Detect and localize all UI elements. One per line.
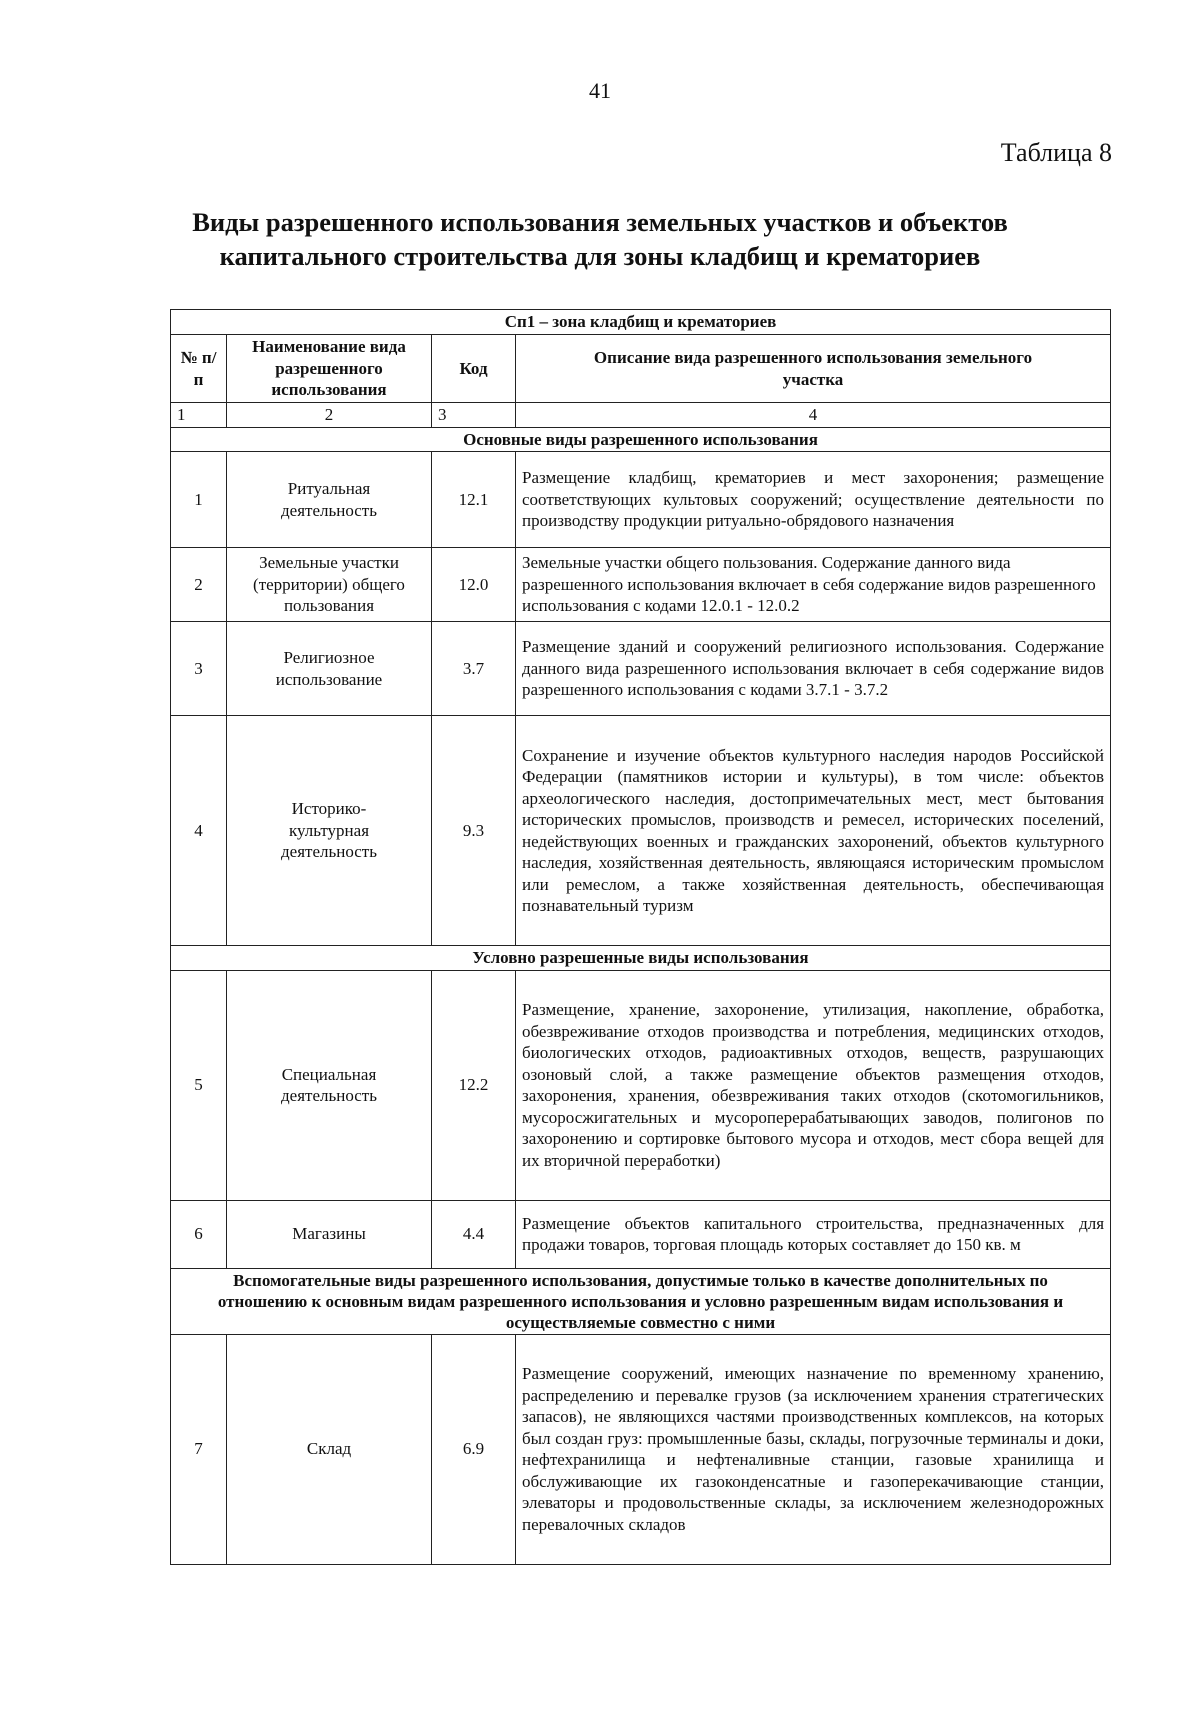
section-conditional: Условно разрешенные виды использования bbox=[171, 946, 1111, 971]
title-line-2: капитального строительства для зоны кладбищ и крематориев bbox=[219, 241, 981, 271]
document-title bbox=[120, 205, 1080, 273]
row-code: 6.9 bbox=[432, 1334, 516, 1564]
row-description: Размещение кладбищ, крематориев и мест захоронения; размещение соответствующих культовых сооружений; осуществление деятельности по производству продукции ритуально-обрядового назначения bbox=[516, 452, 1111, 548]
table-row bbox=[171, 452, 1111, 548]
table-row bbox=[171, 622, 1111, 716]
header-row bbox=[171, 335, 1111, 403]
header-num: № п/п bbox=[171, 335, 227, 403]
row-code: 12.1 bbox=[432, 452, 516, 548]
row-description: Размещение зданий и сооружений религиозного использования. Содержание данного вида разрешенного использования включает в себя содержание видов разрешенного использования с кодами 3.7.1 - 3.7.2 bbox=[516, 622, 1111, 716]
row-num: 1 bbox=[171, 452, 227, 548]
row-description: Размещение сооружений, имеющих назначение по временному хранению, распределению и перевалке грузов (за исключением хранения стратегических запасов), не являющихся частями производственных комплексов, на которых был создан груз: промышленные базы, склады, погрузочные терминалы и доки, нефтехранилища и нефтеналивные станции, газовые хранилища и обслуживающие их газоконденсатные и газоперекачивающие станции, элеваторы и продовольственные склады, за исключением железнодорожных перевалочных складов bbox=[516, 1334, 1111, 1564]
row-code: 4.4 bbox=[432, 1200, 516, 1268]
table-label: Таблица 8 bbox=[1000, 138, 1112, 167]
colnum-4: 4 bbox=[516, 403, 1111, 428]
page-number: 41 bbox=[589, 78, 611, 103]
table-row bbox=[171, 1200, 1111, 1268]
colnum-2: 2 bbox=[227, 403, 432, 428]
colnum-1: 1 bbox=[171, 403, 227, 428]
section-auxiliary-row bbox=[171, 1268, 1111, 1334]
table-row bbox=[171, 1334, 1111, 1564]
zone-table bbox=[170, 309, 1111, 1565]
section-auxiliary: Вспомогательные виды разрешенного использования, допустимые только в качестве дополнительных по отношению к основным видам разрешенного использования и условно разрешенным видам использования и осуществляемые совместно с ними bbox=[171, 1268, 1111, 1334]
zone-caption: Сп1 – зона кладбищ и крематориев bbox=[171, 310, 1111, 335]
row-num: 7 bbox=[171, 1334, 227, 1564]
table-row bbox=[171, 548, 1111, 622]
row-description: Земельные участки общего пользования. Содержание данного вида разрешенного использования включает в себя содержание видов разрешенного использования с кодами 12.0.1 - 12.0.2 bbox=[516, 548, 1111, 622]
row-num: 5 bbox=[171, 970, 227, 1200]
section-conditional-row bbox=[171, 946, 1111, 971]
row-description: Размещение, хранение, захоронение, утилизация, накопление, обработка, обезвреживание отходов производства и потребления, медицинских отходов, биологических отходов, радиоактивных отходов, веществ, разрушающих озоновый слой, а также размещение объектов размещения отходов, захоронения, хранения, обезвреживания таких отходов (скотомогильников, мусоросжигательных и мусороперерабатывающих заводов, полигонов по захоронению и сортировке бытового мусора и отходов, мест сбора вещей для их вторичной переработки) bbox=[516, 970, 1111, 1200]
header-code: Код bbox=[432, 335, 516, 403]
row-name: Ритуальная деятельность bbox=[227, 452, 432, 548]
row-name: Земельные участки (территории) общего пользования bbox=[227, 548, 432, 622]
row-num: 6 bbox=[171, 1200, 227, 1268]
header-name: Наименование вида разрешенного использования bbox=[227, 335, 432, 403]
row-code: 9.3 bbox=[432, 716, 516, 946]
row-code: 3.7 bbox=[432, 622, 516, 716]
zone-caption-row bbox=[171, 310, 1111, 335]
section-main: Основные виды разрешенного использования bbox=[171, 427, 1111, 452]
row-code: 12.0 bbox=[432, 548, 516, 622]
row-num: 4 bbox=[171, 716, 227, 946]
row-description: Размещение объектов капитального строительства, предназначенных для продажи товаров, торговая площадь которых составляет до 150 кв. м bbox=[516, 1200, 1111, 1268]
row-description: Сохранение и изучение объектов культурного наследия народов Российской Федерации (памятников истории и культуры), в том числе: объектов археологического наследия, достопримечательных мест, мест бытования исторических промыслов, производств и ремесел, исторических поселений, недействующих военных и гражданских захоронений, объектов культурного наследия, хозяйственная деятельность, являющаяся историческим промыслом или ремеслом, а также хозяйственная деятельность, обеспечивающая познавательный туризм bbox=[516, 716, 1111, 946]
row-num: 3 bbox=[171, 622, 227, 716]
row-num: 2 bbox=[171, 548, 227, 622]
section-main-row bbox=[171, 427, 1111, 452]
row-name: Религиозное использование bbox=[227, 622, 432, 716]
row-code: 12.2 bbox=[432, 970, 516, 1200]
row-name: Специальная деятельность bbox=[227, 970, 432, 1200]
row-name: Магазины bbox=[227, 1200, 432, 1268]
table-row bbox=[171, 716, 1111, 946]
row-name: Историко-культурная деятельность bbox=[227, 716, 432, 946]
colnum-3: 3 bbox=[432, 403, 516, 428]
header-description: Описание вида разрешенного использования земельного участка bbox=[516, 335, 1111, 403]
table-row bbox=[171, 970, 1111, 1200]
row-name: Склад bbox=[227, 1334, 432, 1564]
title-line-1: Виды разрешенного использования земельных участков и объектов bbox=[192, 207, 1008, 237]
column-numbers-row bbox=[171, 403, 1111, 428]
